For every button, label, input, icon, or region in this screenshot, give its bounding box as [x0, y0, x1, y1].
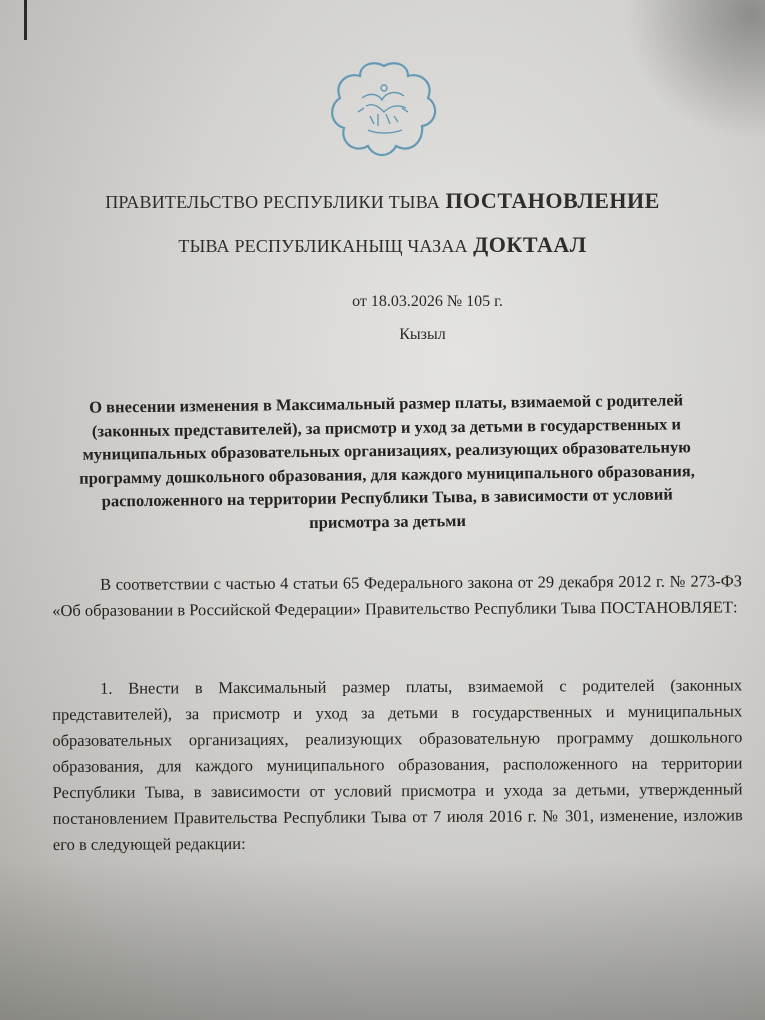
document-title: О внесении изменения в Максимальный размер платы, взимаемой с родителей (законных представителей), за присмотр и уход за детьми в государственных и муниципальных образовательных организациях, реализующих образовательную программу дошкольного образования, для каждого муниципального образования, расположенного на территории Республики Тыва, в зависимости от условий присмотра за детьми: [79, 390, 695, 532]
page-shadow: [625, 0, 765, 140]
header-line-2: [0, 232, 765, 258]
header-org-ru: ПРАВИТЕЛЬСТВО РЕСПУБЛИКИ ТЫВА: [105, 192, 440, 212]
header-doc-type-tyv: ДОКТААЛ: [473, 232, 587, 257]
intro-paragraph: В соответствии с частью 4 статьи 65 Федерального закона от 29 декабря 2012 г. № 273-ФЗ «Об образовании в Российской Федерации» Правительство Республики Тыва ПОСТАНОВЛЯЕТ:: [52, 571, 743, 620]
page-edge-mark: [24, 0, 27, 40]
document-city: Кызыл: [399, 326, 446, 343]
header-line-1: [0, 188, 765, 214]
header-doc-type-ru: ПОСТАНОВЛЕНИЕ: [445, 188, 660, 213]
document-date-number: от 18.03.2026 № 105 г.: [352, 293, 503, 310]
header-org-tyv: ТЫВА РЕСПУБЛИКАНЫЩ ЧАЗАА: [178, 236, 468, 256]
item-1-paragraph: 1. Внести в Максимальный размер платы, взимаемой с родителей (законных представителей), за присмотр и уход за детьми в государственных и муниципальных образовательных организациях, реализующих образовательную программу дошкольного образования, для каждого муниципального образования, расположенного на территории Республики Тыва, в зависимости от условий присмотра и ухода за детьми, утвержденный постановлением Правительства Республики Тыва от 7 июля 2016 г. № 301, изменение, изложив его в следующей редакции:: [52, 675, 743, 854]
page-shadow-bottom: [0, 860, 765, 1020]
tuva-emblem-icon: [328, 58, 440, 162]
